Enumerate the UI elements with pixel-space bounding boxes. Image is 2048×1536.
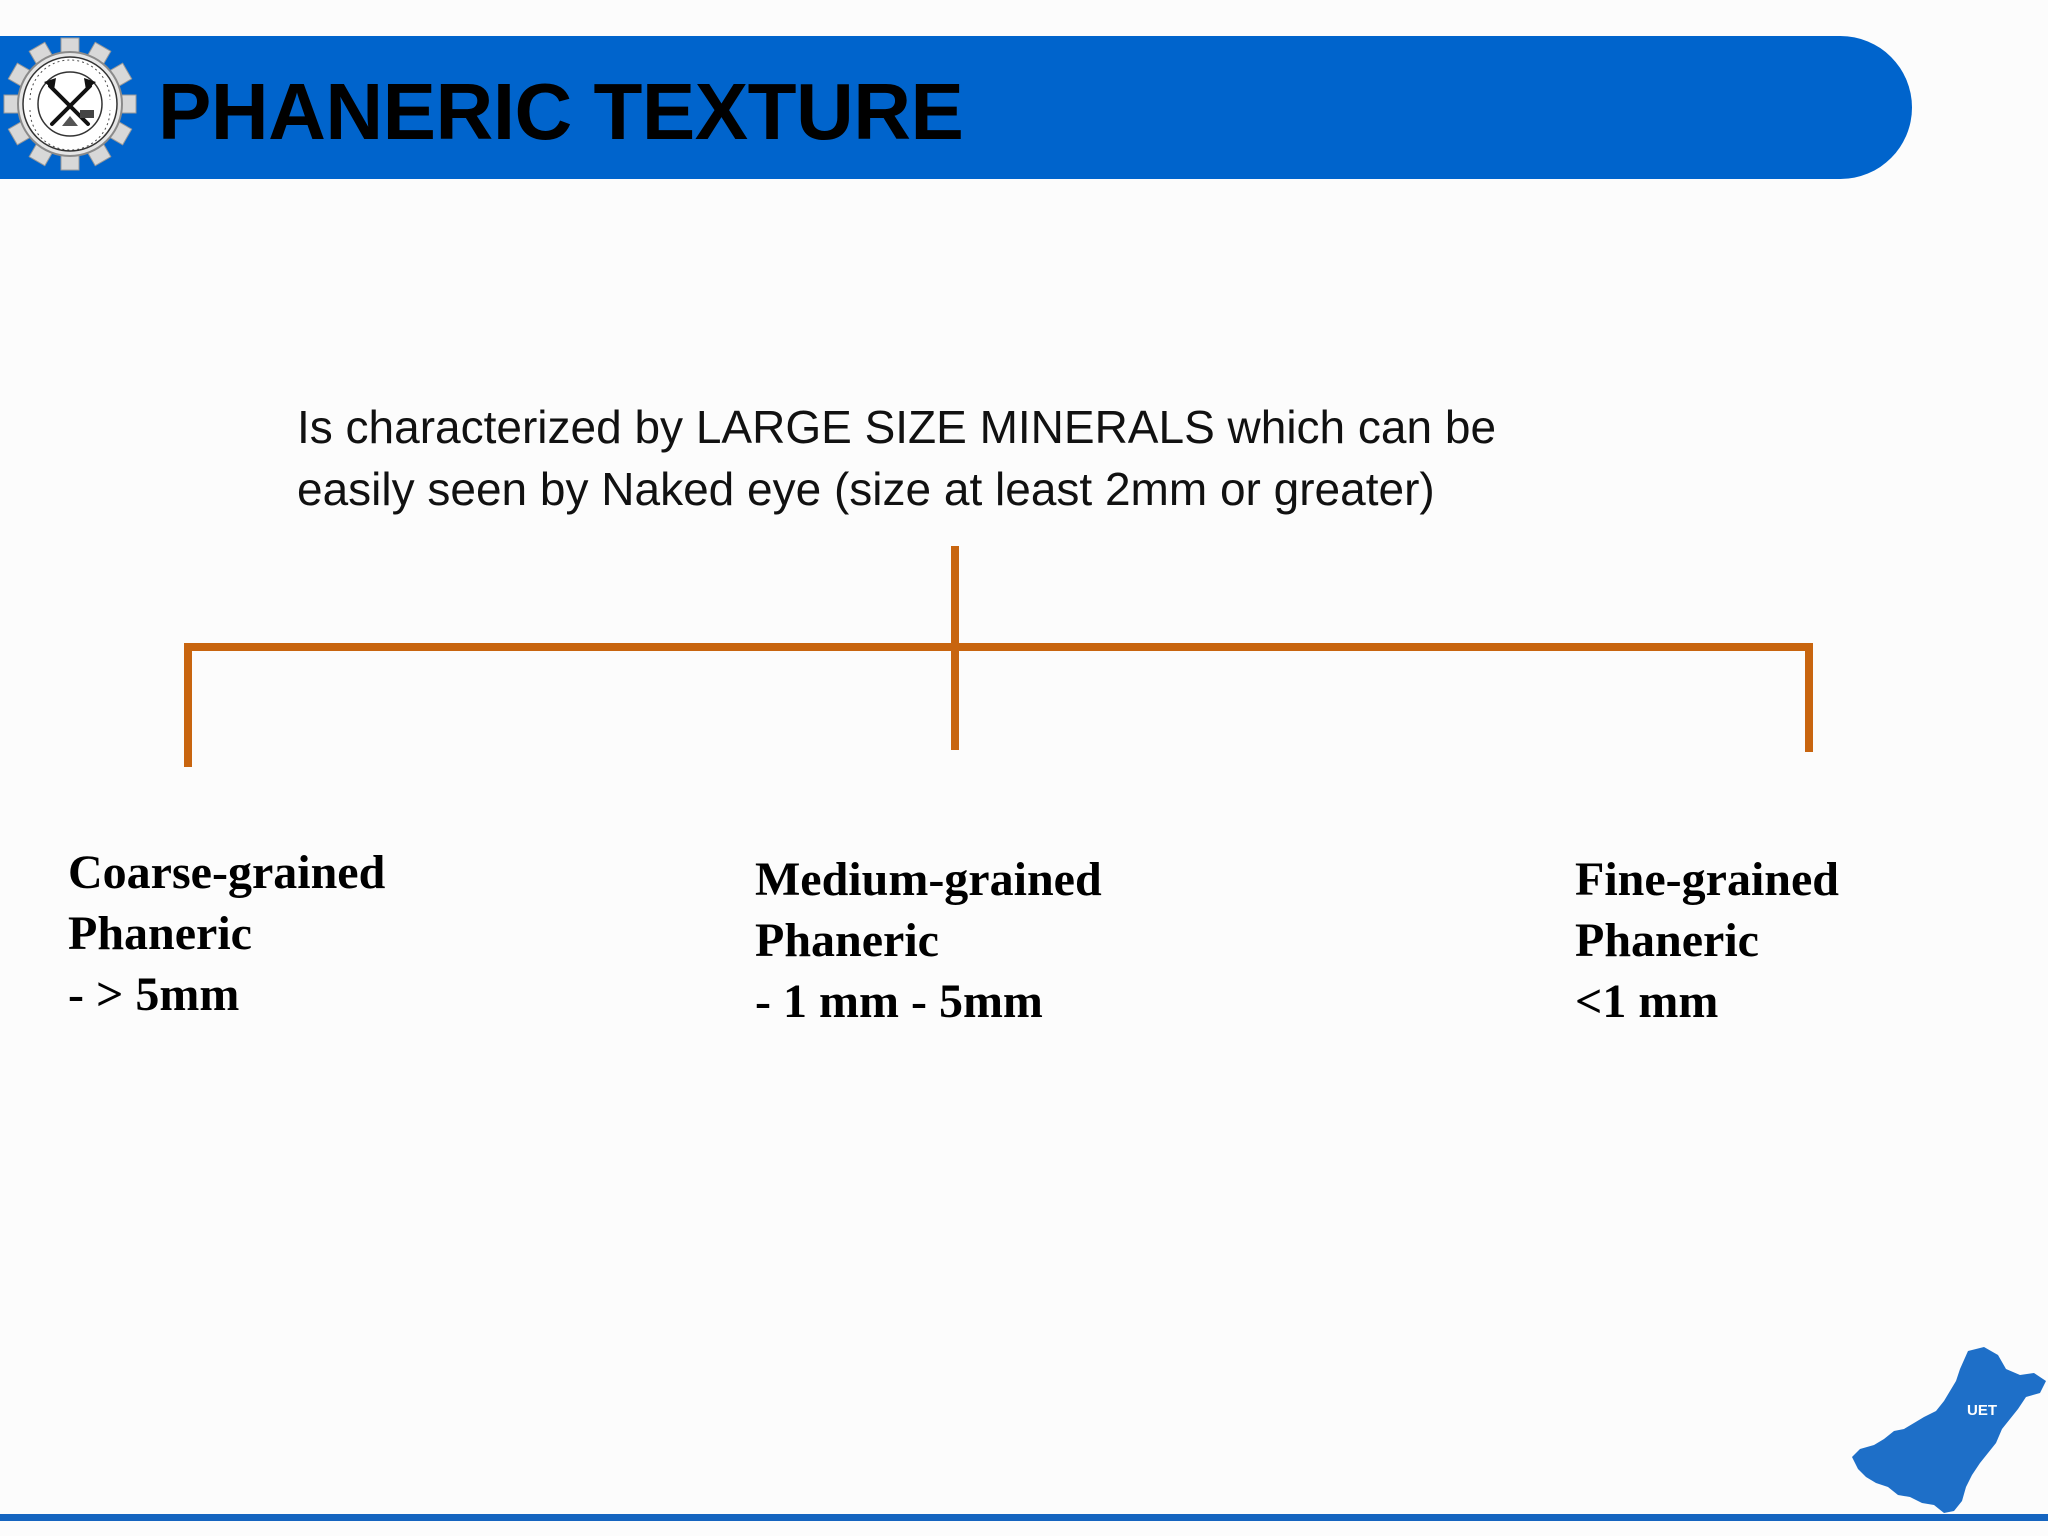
map-logo-text: UET [1967,1402,1997,1419]
branch-name: Fine-grained [1575,853,1839,906]
branch-coarse-grained [68,842,385,1025]
branch-type: Phaneric [1575,914,1759,967]
branch-medium-grained [755,849,1102,1032]
branch-name: Coarse-grained [68,846,386,899]
branch-type: Phaneric [755,914,939,967]
definition-line: easily seen by Naked eye (size at least 2mm or greater) [297,463,1435,515]
pakistan-map-icon [1850,1345,2048,1515]
branch-name: Medium-grained [755,853,1102,906]
branch-size: <1 mm [1575,975,1719,1028]
branch-size: - > 5mm [68,968,240,1021]
branch-size: - 1 mm - 5mm [755,975,1043,1028]
slide-title: PHANERIC TEXTURE [158,67,964,156]
definition-line: Is characterized by LARGE SIZE MINERALS which can be [297,401,1497,453]
footer-line [0,1514,2048,1521]
branch-type: Phaneric [68,907,252,960]
branch-fine-grained [1575,849,1839,1032]
